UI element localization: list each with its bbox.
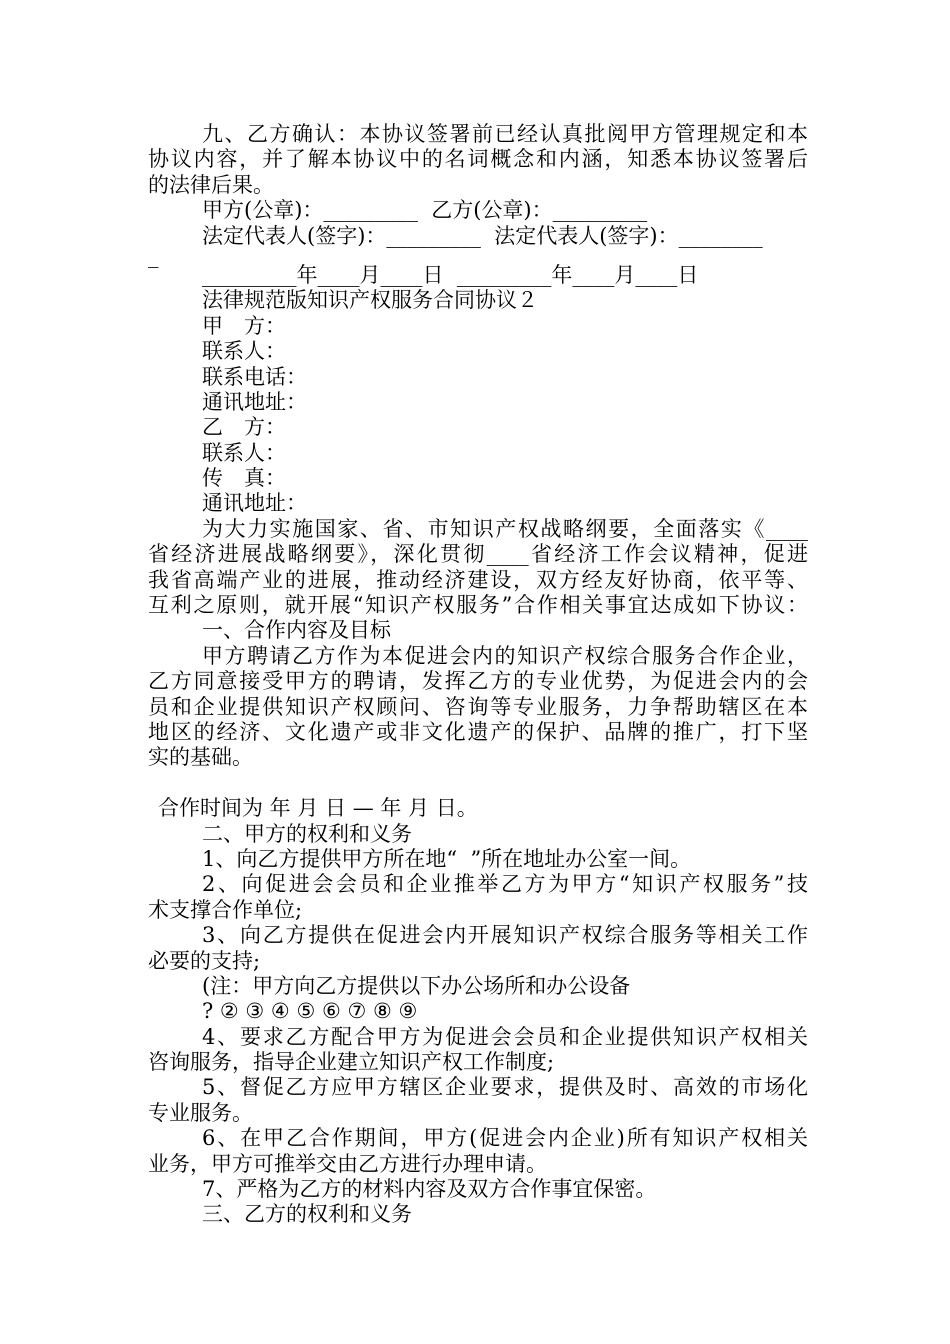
section-two-item-3-line-1: 3、向乙方提供在促进会内开展知识产权综合服务等相关工作 bbox=[202, 923, 808, 948]
document-title: 法律规范版知识产权服务合同协议２ bbox=[202, 288, 538, 313]
party-a-label: 甲 方： bbox=[202, 313, 286, 338]
section-one-line-3: 员和企业提供知识产权顾问、咨询等专业服务，力争帮助辖区在本 bbox=[148, 694, 808, 719]
section-two-item-2-line-2: 术支撑合作单位; bbox=[148, 897, 303, 922]
section-two-item-5-line-1: 5、督促乙方应甲方辖区企业要求，提供及时、高效的市场化 bbox=[202, 1075, 808, 1100]
section-two-item-3-line-2: 必要的支持; bbox=[148, 948, 261, 973]
section-two-item-6-line-1: 6、在甲乙合作期间，甲方(促进会内企业)所有知识产权相关 bbox=[202, 1126, 808, 1151]
wrapped-underscore: _ bbox=[148, 243, 159, 268]
section-two-item-2-line-1: 2、向促进会会员和企业推举乙方为甲方“知识产权服务”技 bbox=[202, 872, 808, 897]
section-two-item-1: 1、向乙方提供甲方所在地“ ”所在地址办公室一间。 bbox=[202, 846, 692, 871]
party-b-address-label: 通讯地址： bbox=[202, 491, 307, 516]
cooperation-period: 合作时间为 年 月 日 — 年 月 日。 bbox=[158, 796, 478, 821]
section-two-item-5-line-2: 专业服务。 bbox=[148, 1100, 253, 1125]
section-two-item-6-line-2: 业务，甲方可推举交由乙方进行办理申请。 bbox=[148, 1151, 547, 1176]
preamble-line-2: 省经济进展战略纲要》，深化贯彻____省经济工作会议精神，促进 bbox=[148, 542, 808, 567]
section-two-item-7: 7、严格为乙方的材料内容及双方合作事宜保密。 bbox=[202, 1177, 657, 1202]
party-b-contact-label: 联系人： bbox=[202, 440, 286, 465]
clause-nine-line-3: 的法律后果。 bbox=[148, 172, 274, 197]
section-one-line-1: 甲方聘请乙方作为本促进会内的知识产权综合服务合作企业， bbox=[202, 643, 808, 668]
preamble-line-1: 为大力实施国家、省、市知识产权战略纲要，全面落实《____ bbox=[202, 516, 808, 541]
document-page bbox=[148, 122, 808, 1228]
office-equipment-list: ? ② ③ ④ ⑤ ⑥ ⑦ ⑧ ⑨ bbox=[202, 999, 418, 1024]
party-a-contact-label: 联系人： bbox=[202, 339, 286, 364]
seal-line: 甲方(公章)：_________ 乙方(公章)：_________ bbox=[202, 198, 648, 223]
section-one-line-2: 乙方同意接受甲方的聘请，发挥乙方的专业优势，为促进会内的会 bbox=[148, 669, 808, 694]
clause-nine-line-2: 协议内容，并了解本协议中的名词概念和内涵，知悉本协议签署后 bbox=[148, 147, 808, 172]
preamble-line-4: 互利之原则，就开展“知识产权服务”合作相关事宜达成如下协议： bbox=[148, 593, 808, 618]
party-b-label: 乙 方： bbox=[202, 415, 286, 440]
section-one-heading: 一、合作内容及目标 bbox=[202, 618, 391, 643]
party-a-phone-label: 联系电话： bbox=[202, 364, 307, 389]
section-two-heading: 二、甲方的权利和义务 bbox=[202, 821, 412, 846]
section-two-item-4-line-2: 咨询服务，指导企业建立知识产权工作制度; bbox=[148, 1050, 555, 1075]
party-a-address-label: 通讯地址： bbox=[202, 389, 307, 414]
office-note: (注：甲方向乙方提供以下办公场所和办公设备 bbox=[202, 973, 631, 998]
section-two-item-4-line-1: 4、要求乙方配合甲方为促进会会员和企业提供知识产权相关 bbox=[202, 1024, 808, 1049]
section-one-line-4: 地区的经济、文化遗产或非文化遗产的保护、品牌的推广，打下坚 bbox=[148, 719, 808, 744]
legal-rep-signature-line: 法定代表人(签字)：_________ 法定代表人(签字)：________ bbox=[202, 223, 763, 248]
blank-line bbox=[148, 771, 808, 796]
date-line: _________年____月____日 _________年____月____日 bbox=[202, 262, 699, 287]
party-b-fax-label: 传 真： bbox=[202, 466, 286, 491]
section-three-heading: 三、乙方的权利和义务 bbox=[202, 1202, 412, 1227]
clause-nine-line-1: 九、乙方确认：本协议签署前已经认真批阅甲方管理规定和本 bbox=[202, 122, 808, 146]
preamble-line-3: 我省高端产业的进展，推动经济建设，双方经友好协商，依平等、 bbox=[148, 567, 808, 592]
section-one-line-5: 实的基础。 bbox=[148, 745, 253, 770]
